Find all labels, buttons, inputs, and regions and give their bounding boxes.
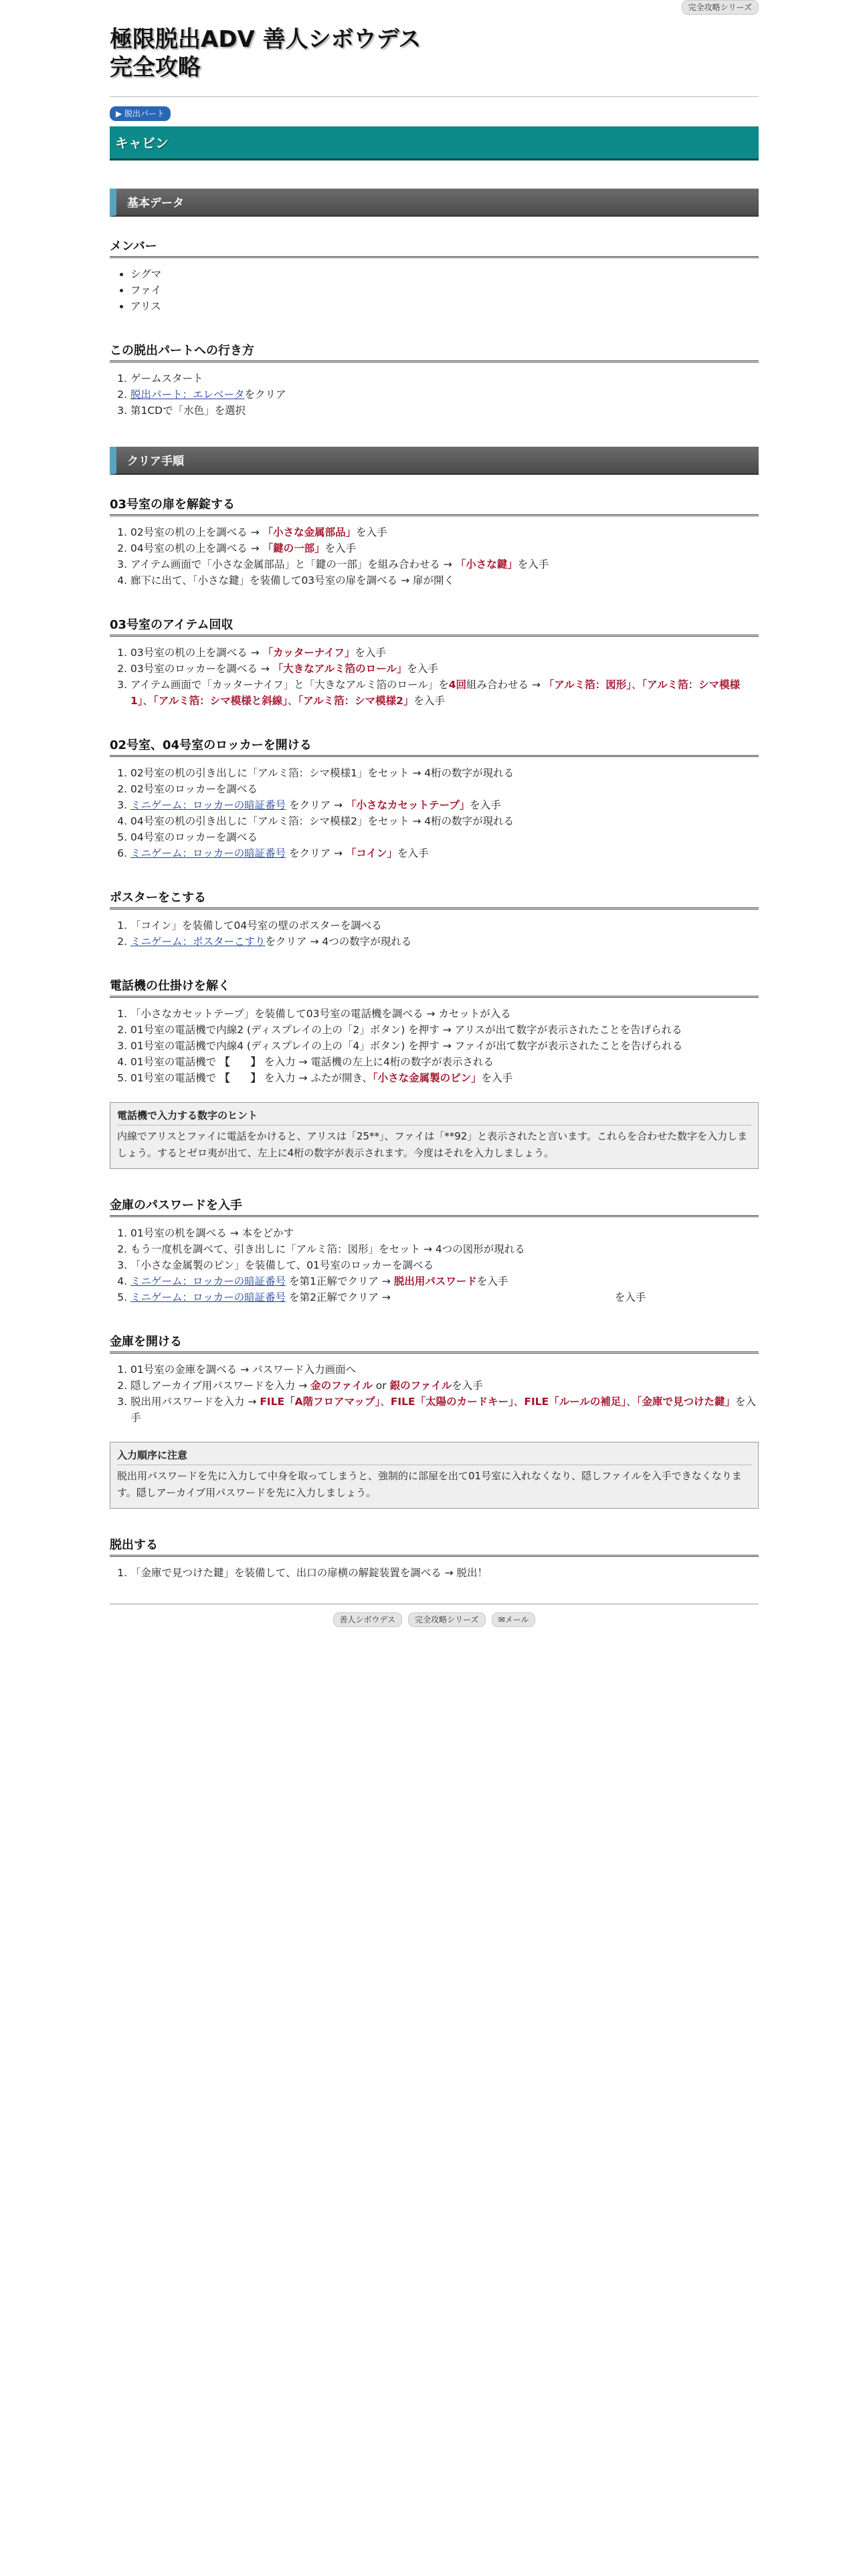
members-heading: メンバー: [110, 237, 759, 258]
step-item: 6. ミニゲーム：ロッカーの暗証番号 をクリア → 「コイン」を入手: [130, 845, 759, 861]
step-item: 5. ミニゲーム：ロッカーの暗証番号 を第2正解でクリア → を入手: [130, 1289, 759, 1305]
step-item: 1. 「小さなカセットテープ」を装備して03号室の電話機を調べる → カセットが入る: [130, 1006, 759, 1022]
step-list: [110, 1362, 759, 1426]
step-item: 5. 01号室の電話機で 【 】 を入力 → ふたが開き、「小さな金属製のピン」を入手: [130, 1070, 759, 1086]
step-item: 3. 01号室の電話機で内線4 (ディスプレイの上の「4」ボタン) を押す → ファイが出て数字が表示されたことを告げられる: [130, 1038, 759, 1054]
step-heading: 03号室の扉を解錠する: [110, 495, 759, 516]
step-item: 4. 04号室の机の引き出しに「アルミ箔：シマ模様2」をセット → 4桁の数字が現れる: [130, 813, 759, 829]
step-item: 4. 01号室の電話機で 【 】 を入力 → 電話機の左上に4桁の数字が表示される: [130, 1054, 759, 1070]
step-item: 1. 「金庫で見つけた鍵」を装備して、出口の扉横の解錠装置を調べる → 脱出！: [130, 1565, 759, 1581]
step-item: 3. 「小さな金属製のピン」を装備して、01号室のロッカーを調べる: [130, 1257, 759, 1273]
step-item: 3. アイテム画面で「小さな金属部品」と「鍵の一部」を組み合わせる → 「小さな鍵」を入手: [130, 556, 759, 572]
escape-part-tag[interactable]: ▶ 脱出パート: [110, 106, 171, 121]
step-item: 1. 「コイン」を装備して04号室の壁のポスターを調べる: [130, 918, 759, 934]
hint-body: 内線でアリスとファイに電話をかけると、アリスは「25**」、ファイは「**92」と表示されたと言います。これらを合わせた数字を入力しましょう。するとゼロ夷が出て、左上に4桁の数字が表示されます。今度はそれを入力しましょう。: [117, 1130, 748, 1159]
step-item: 1. 03号室の机の上を調べる → 「カッターナイフ」を入手: [130, 645, 759, 661]
page-title: [110, 0, 759, 82]
member-item: • アリス: [130, 298, 759, 314]
step-item: 4. ミニゲーム：ロッカーの暗証番号 を第1正解でクリア → 脱出用パスワードを入手: [130, 1273, 759, 1289]
step-list: [110, 1225, 759, 1305]
step-list: [110, 1006, 759, 1086]
step-item: 1. 02号室の机の引き出しに「アルミ箔：シマ模様1」をセット → 4桁の数字が現れる: [130, 765, 759, 781]
phone-hint-box: [110, 1102, 759, 1169]
step-item: 2. ミニゲーム：ポスターこすりをクリア → 4つの数字が現れる: [130, 934, 759, 950]
page-wrapper: [110, 0, 759, 1627]
route-step-text: をクリア: [244, 389, 286, 401]
step-item: 1. 01号室の金庫を調べる → パスワード入力画面へ: [130, 1362, 759, 1378]
step-heading: 02号室、04号室のロッカーを開ける: [110, 736, 759, 757]
basic-data-bar: 基本データ: [110, 189, 759, 217]
step-item: 2. 04号室の机の上を調べる → 「鍵の一部」を入手: [130, 540, 759, 556]
note-body: 脱出用パスワードを先に入力して中身を取ってしまうと、強制的に部屋を出て01号室に入れなくなり、隠しファイルを入手できなくなります。隠しアーカイブ用パスワードを先に入力しましょう。: [117, 1470, 742, 1499]
note-title: 入力順序に注意: [117, 1448, 751, 1465]
locker-minigame-link[interactable]: ミニゲーム：ロッカーの暗証番号: [130, 799, 286, 811]
step-item: 2. 02号室のロッカーを調べる: [130, 781, 759, 797]
step-heading: ポスターをこする: [110, 888, 759, 909]
step-item: 2. 01号室の電話機で内線2 (ディスプレイの上の「2」ボタン) を押す → アリスが出て数字が表示されたことを告げられる: [130, 1022, 759, 1038]
members-list: [110, 266, 759, 314]
route-step: [130, 387, 759, 403]
step-list: [110, 524, 759, 588]
series-badge[interactable]: 完全攻略シリーズ: [682, 0, 759, 15]
locker-minigame-link[interactable]: ミニゲーム：ロッカーの暗証番号: [130, 847, 286, 859]
step-list: [110, 765, 759, 861]
section-title: キャビン: [110, 126, 759, 160]
step-item: 4. 廊下に出て、「小さな鍵」を装備して03号室の扉を調べる → 扉が開く: [130, 572, 759, 588]
step-list: [110, 1565, 759, 1581]
step-item: 3. 脱出用パスワードを入力 → FILE「A階フロアマップ」、FILE「太陽のカードキー」、FILE「ルールの補足」、「金庫で見つけた鍵」を入手: [130, 1394, 759, 1426]
clear-steps-bar: クリア手順: [110, 447, 759, 475]
route-heading: この脱出パートへの行き方: [110, 341, 759, 362]
footer-series-button[interactable]: 完全攻略シリーズ: [408, 1612, 485, 1627]
member-item: • ファイ: [130, 282, 759, 298]
step-item: 1. 02号室の机の上を調べる → 「小さな金属部品」を入手: [130, 524, 759, 540]
step-list: [110, 645, 759, 709]
step-item: 2. 03号室のロッカーを調べる → 「大きなアルミ箔のロール」を入手: [130, 661, 759, 677]
step-item: 5. 04号室のロッカーを調べる: [130, 829, 759, 845]
route-step: 1. ゲームスタート: [130, 370, 759, 387]
page-title-line2: 完全攻略: [110, 54, 201, 81]
route-step: 3. 第1CDで「水色」を選択: [130, 403, 759, 419]
step-heading: 金庫のパスワードを入手: [110, 1196, 759, 1217]
step-list: [110, 918, 759, 950]
footer-home-button[interactable]: 善人シボウデス: [333, 1612, 403, 1627]
step-heading: 金庫を開ける: [110, 1332, 759, 1354]
step-heading: 電話機の仕掛けを解く: [110, 976, 759, 998]
member-item: • シグマ: [130, 266, 759, 282]
step-item: 3. ミニゲーム：ロッカーの暗証番号 をクリア → 「小さなカセットテープ」を入手: [130, 797, 759, 813]
step-item: 2. もう一度机を調べて、引き出しに「アルミ箔：図形」をセット → 4つの図形が現れる: [130, 1241, 759, 1257]
title-divider: [110, 96, 759, 97]
elevator-part-link[interactable]: 脱出パート：エレベータ: [130, 389, 245, 401]
step-item: 1. 01号室の机を調べる → 本をどかす: [130, 1225, 759, 1241]
poster-minigame-link[interactable]: ミニゲーム：ポスターこすり: [130, 936, 266, 948]
route-list: [110, 370, 759, 419]
footer: [110, 1612, 759, 1627]
step-heading: 脱出する: [110, 1535, 759, 1557]
step-item: 3. アイテム画面で「カッターナイフ」と「大きなアルミ箔のロール」を4回組み合わせる → 「アルミ箔：図形」、「アルミ箔：シマ模様1」、「アルミ箔：シマ模様と斜線」、「アルミ箔：シマ模様2」を入手: [130, 677, 759, 709]
footer-mail-button[interactable]: ✉メール: [492, 1612, 536, 1627]
step-heading: 03号室のアイテム回収: [110, 615, 759, 637]
page-title-line1: 極限脱出ADV 善人シボウデス: [110, 26, 421, 53]
hint-title: 電話機で入力する数字のヒント: [117, 1108, 751, 1125]
order-note-box: [110, 1442, 759, 1509]
locker-minigame-link[interactable]: ミニゲーム：ロッカーの暗証番号: [130, 1275, 286, 1287]
locker-minigame-link[interactable]: ミニゲーム：ロッカーの暗証番号: [130, 1291, 286, 1303]
step-item: 2. 隠しアーカイブ用パスワードを入力 → 金のファイル or 銀のファイルを入手: [130, 1378, 759, 1394]
